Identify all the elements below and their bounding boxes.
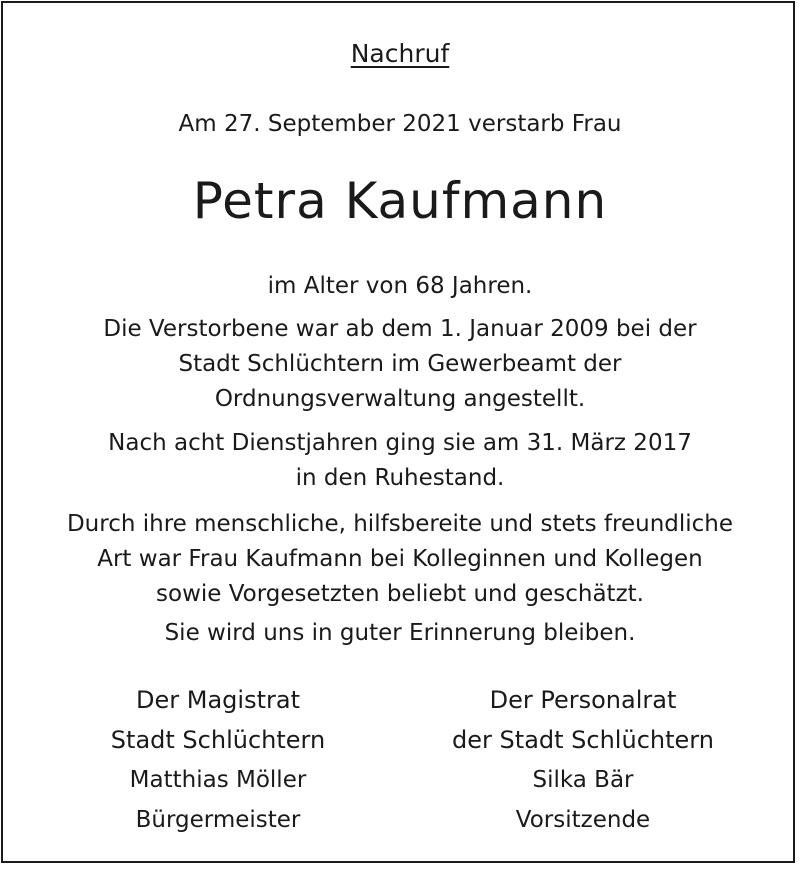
closing-sentence: Sie wird uns in guter Erinnerung bleiben. bbox=[164, 620, 636, 646]
paragraph-line: Nach acht Dienstjahren ging sie am 31. März 2017 bbox=[108, 430, 692, 456]
signature-role: Vorsitzende bbox=[515, 807, 651, 833]
tribute-paragraph bbox=[0, 507, 800, 612]
deceased-age: im Alter von 68 Jahren. bbox=[267, 273, 533, 299]
signature-person: Matthias Möller bbox=[129, 767, 307, 793]
employment-paragraph bbox=[0, 312, 800, 417]
signature-org-line: der Stadt Schlüchtern bbox=[452, 726, 714, 754]
paragraph-line: Durch ihre menschliche, hilfsbereite und stets freundliche bbox=[66, 511, 734, 537]
paragraph-line: sowie Vorgesetzten beliebt und geschätzt. bbox=[156, 581, 644, 607]
signature-org-line: Stadt Schlüchtern bbox=[110, 726, 326, 754]
deceased-name: Petra Kaufmann bbox=[192, 172, 608, 230]
paragraph-line: Art war Frau Kaufmann bei Kolleginnen und Kollegen bbox=[97, 546, 703, 572]
signature-block-magistrat bbox=[18, 680, 418, 840]
retirement-paragraph bbox=[0, 426, 800, 496]
signature-org-line: Der Magistrat bbox=[136, 686, 300, 714]
signature-org-line: Der Personalrat bbox=[489, 686, 677, 714]
notice-intro: Am 27. September 2021 verstarb Frau bbox=[178, 111, 622, 137]
paragraph-line: in den Ruhestand. bbox=[295, 465, 505, 491]
paragraph-line: Ordnungsverwaltung angestellt. bbox=[214, 386, 586, 412]
signature-role: Bürgermeister bbox=[135, 807, 301, 833]
notice-heading: Nachruf bbox=[350, 39, 450, 68]
paragraph-line: Stadt Schlüchtern im Gewerbeamt der bbox=[178, 351, 622, 377]
paragraph-line: Die Verstorbene war ab dem 1. Januar 2009 bei der bbox=[103, 316, 697, 342]
signature-person: Silka Bär bbox=[532, 767, 634, 793]
signature-block-personalrat bbox=[383, 680, 783, 840]
